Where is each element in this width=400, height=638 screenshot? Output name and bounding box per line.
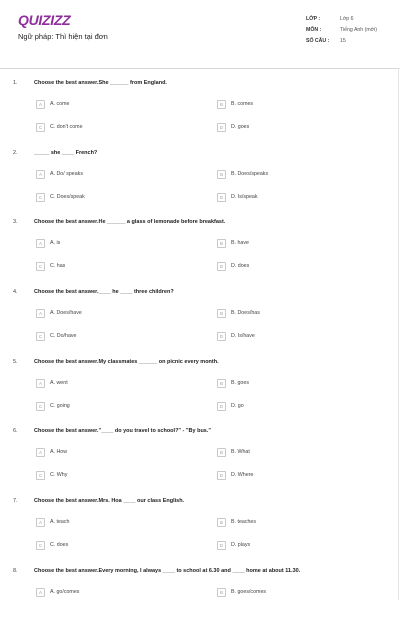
option-c[interactable] [36, 401, 70, 411]
option-d[interactable] [217, 331, 255, 341]
meta-value: Tiếng Anh (mới) [340, 27, 377, 33]
meta-row-grade [306, 14, 388, 25]
option-letter-box: A [36, 239, 45, 248]
option-letter-box: D [217, 402, 226, 411]
meta-value: Lớp 6 [340, 16, 354, 22]
option-b[interactable] [217, 378, 249, 388]
question-6 [0, 428, 400, 498]
option-b[interactable] [217, 517, 256, 527]
option-letter-box: C [36, 193, 45, 202]
option-letter-box: C [36, 471, 45, 480]
option-a[interactable] [36, 378, 68, 388]
question-number: 6. [13, 428, 18, 434]
option-c[interactable] [36, 122, 83, 132]
option-c[interactable] [36, 261, 65, 271]
option-letter-box: B [217, 379, 226, 388]
option-text: A. come [50, 101, 70, 107]
option-letter-box: C [36, 541, 45, 550]
option-b[interactable] [217, 447, 250, 457]
question-7 [0, 498, 400, 568]
option-b[interactable] [217, 587, 266, 597]
option-a[interactable] [36, 238, 60, 248]
option-d[interactable] [217, 261, 249, 271]
question-8 [0, 568, 400, 638]
question-number: 7. [13, 498, 18, 504]
option-text: C. does [50, 542, 69, 548]
question-text: Choose the best answer."____ do you travel to school?" - "By bus." [34, 428, 211, 434]
question-text: Choose the best answer.Mrs. Hoa ____ our class English. [34, 498, 185, 504]
option-text: B. Does/has [231, 310, 260, 316]
meta-label: MÔN : [306, 27, 322, 33]
option-text: B. Does/speaks [231, 171, 269, 177]
option-text: D. Where [231, 472, 254, 478]
option-d[interactable] [217, 192, 258, 202]
option-letter-box: B [217, 518, 226, 527]
question-text: _____ she ____ French? [34, 150, 98, 156]
option-c[interactable] [36, 540, 68, 550]
option-a[interactable] [36, 169, 83, 179]
option-text: B. comes [231, 101, 254, 107]
option-letter-box: B [217, 100, 226, 109]
option-d[interactable] [217, 540, 250, 550]
option-b[interactable] [217, 308, 260, 318]
option-text: C. has [50, 263, 66, 269]
option-text: A. teach [50, 519, 70, 525]
option-c[interactable] [36, 470, 67, 480]
option-text: B. goes [231, 380, 249, 386]
option-letter-box: D [217, 541, 226, 550]
option-letter-box: D [217, 262, 226, 271]
option-letter-box: B [217, 239, 226, 248]
meta-row-count [306, 36, 388, 47]
option-a[interactable] [36, 587, 79, 597]
question-number: 1. [13, 80, 18, 86]
question-4 [0, 289, 400, 359]
question-number: 2. [13, 150, 18, 156]
option-d[interactable] [217, 401, 244, 411]
option-a[interactable] [36, 517, 69, 527]
option-letter-box: B [217, 588, 226, 597]
question-number: 4. [13, 289, 18, 295]
option-text: A. How [50, 449, 68, 455]
option-text: B. What [231, 449, 250, 455]
option-letter-box: C [36, 332, 45, 341]
question-text: Choose the best answer.Every morning, I always ____ to school at 6.30 and ____ home at about 11.30. [34, 568, 301, 574]
option-text: C. going [50, 403, 70, 409]
question-number: 5. [13, 359, 18, 365]
option-letter-box: B [217, 309, 226, 318]
option-text: A. is [50, 240, 61, 246]
option-c[interactable] [36, 331, 77, 341]
option-letter-box: D [217, 332, 226, 341]
option-text: B. goes/comes [231, 589, 267, 595]
option-c[interactable] [36, 192, 85, 202]
question-text: Choose the best answer.____ he ____ three children? [34, 289, 174, 295]
question-number: 3. [13, 219, 18, 225]
option-letter-box: A [36, 518, 45, 527]
option-a[interactable] [36, 308, 82, 318]
option-letter-box: A [36, 379, 45, 388]
quizizz-logo: QUIZIZZ [18, 12, 71, 28]
option-text: C. Does/speak [50, 194, 85, 200]
question-number: 8. [13, 568, 18, 574]
question-text: Choose the best answer.My classmates ______ on picnic every month. [34, 359, 219, 365]
option-letter-box: C [36, 402, 45, 411]
option-letter-box: D [217, 123, 226, 132]
option-text: A. went [50, 380, 68, 386]
option-letter-box: A [36, 170, 45, 179]
option-text: D. plays [231, 542, 251, 548]
option-d[interactable] [217, 122, 249, 132]
option-a[interactable] [36, 447, 67, 457]
question-5 [0, 359, 400, 429]
worksheet-title: Ngữ pháp: Thì hiện tại đơn [18, 32, 108, 41]
option-text: D. does [231, 263, 250, 269]
option-text: A. Do/ speaks [50, 171, 83, 177]
option-text: C. don't come [50, 124, 83, 130]
option-letter-box: A [36, 448, 45, 457]
option-text: D. Is/speak [231, 194, 258, 200]
meta-value: 15 [340, 38, 346, 44]
option-b[interactable] [217, 99, 253, 109]
option-letter-box: A [36, 100, 45, 109]
option-letter-box: D [217, 193, 226, 202]
option-text: D. goes [231, 124, 250, 130]
option-text: A. go/comes [50, 589, 80, 595]
option-text: C. Why [50, 472, 68, 478]
option-text: D. Is/have [231, 333, 255, 339]
option-text: A. Does/have [50, 310, 82, 316]
option-text: B. have [231, 240, 249, 246]
option-letter-box: A [36, 309, 45, 318]
question-3 [0, 219, 400, 289]
option-letter-box: A [36, 588, 45, 597]
option-letter-box: B [217, 170, 226, 179]
question-1 [0, 80, 400, 150]
option-letter-box: B [217, 448, 226, 457]
question-2 [0, 150, 400, 220]
option-text: B. teaches [231, 519, 257, 525]
option-letter-box: D [217, 471, 226, 480]
question-text: Choose the best answer.She ______ from England. [34, 80, 167, 86]
option-d[interactable] [217, 470, 253, 480]
option-letter-box: C [36, 123, 45, 132]
option-a[interactable] [36, 99, 69, 109]
option-b[interactable] [217, 169, 268, 179]
worksheet-meta [306, 14, 388, 47]
meta-row-subject [306, 25, 388, 36]
page-header [0, 0, 400, 66]
option-text: C. Do/have [50, 333, 77, 339]
meta-label: LỚP : [306, 16, 321, 22]
meta-label: SỐ CÂU : [306, 38, 330, 44]
option-b[interactable] [217, 238, 249, 248]
option-text: D. go [231, 403, 244, 409]
question-text: Choose the best answer.He ______ a glass of lemonade before breakfast. [34, 219, 226, 225]
option-letter-box: C [36, 262, 45, 271]
